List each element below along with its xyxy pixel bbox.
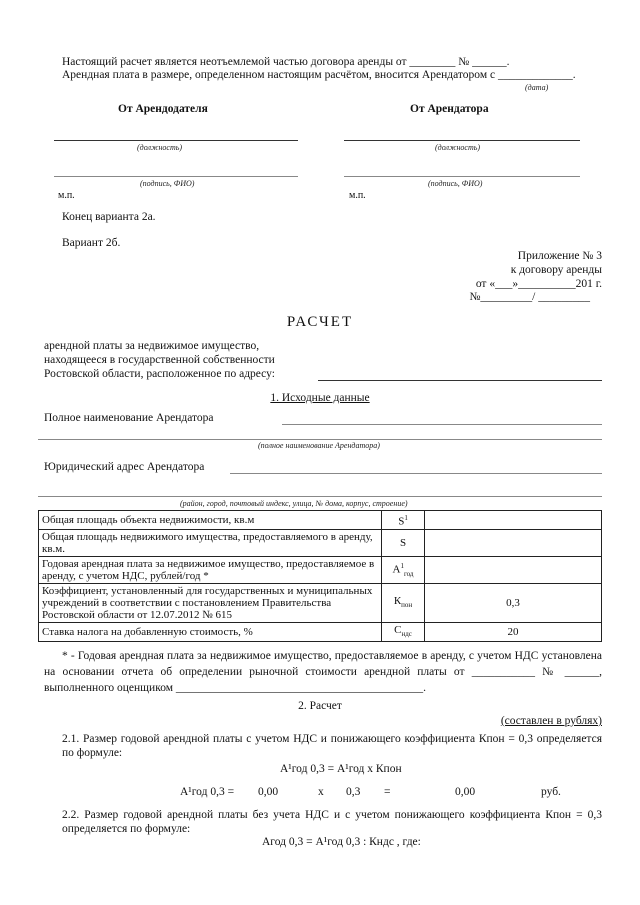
landlord-stamp: м.п. bbox=[58, 190, 75, 201]
tenant-name-label: Полное наименование Арендатора bbox=[44, 412, 214, 424]
calc-equals: = bbox=[384, 786, 391, 798]
landlord-sign-caption: (подпись, ФИО) bbox=[140, 179, 195, 188]
calc-result: 0,00 bbox=[455, 786, 476, 798]
variant-end-2a: Конец варианта 2а. bbox=[62, 211, 156, 223]
tenant-name-caption: (полное наименование Арендатора) bbox=[258, 441, 380, 450]
formula-2-2: Агод 0,3 = А¹год 0,3 : Кндс , где: bbox=[262, 836, 421, 848]
row-symbol: $S^1$ bbox=[382, 511, 425, 530]
row-label: Общая площадь объекта недвижимости, кв.м bbox=[39, 511, 382, 530]
row-label: Годовая арендная плата за недвижимое имущество, предоставляемое в аренду, с учетом НДС, рублей/год * bbox=[39, 556, 382, 583]
subject-line-2: находящееся в государственной собственности bbox=[44, 354, 275, 366]
tenant-title: От Арендатора bbox=[410, 103, 489, 115]
row-value bbox=[425, 529, 602, 556]
tenant-sign-line bbox=[344, 176, 580, 177]
appendix-line-1: Приложение № 3 bbox=[517, 250, 602, 262]
formula-2-1: А¹год 0,3 = А¹год х Кпон bbox=[280, 763, 402, 775]
table-row bbox=[39, 529, 602, 556]
calc-a-value: 0,00 bbox=[258, 786, 279, 798]
calc-lhs: А¹год 0,3 = bbox=[180, 786, 235, 798]
table-row bbox=[39, 556, 602, 583]
tenant-position-line bbox=[344, 140, 580, 141]
document-title: РАСЧЕТ bbox=[286, 314, 354, 330]
row-symbol: $С_{ндс}$ bbox=[382, 622, 425, 641]
landlord-sign-line bbox=[54, 176, 298, 177]
tenant-stamp: м.п. bbox=[349, 190, 366, 201]
paragraph-2-2: 2.2. Размер годовой арендной платы без учета НДС и с учетом понижающего коэффициента Кпон = 0,3 определяется по формуле: bbox=[62, 809, 602, 835]
source-data-table bbox=[38, 510, 602, 642]
calc-multiply: х bbox=[318, 786, 324, 798]
address-caption: (район, город, почтовый индекс, улица, № дома, корпус, строение) bbox=[180, 499, 408, 508]
tenant-name-line-1 bbox=[282, 424, 602, 425]
subject-line-1: арендной платы за недвижимое имущество, bbox=[44, 340, 260, 352]
table-row bbox=[39, 511, 602, 530]
row-value: 20 bbox=[425, 622, 602, 641]
appendix-line-2: к договору аренды bbox=[510, 264, 602, 276]
section2-heading: 2. Расчет bbox=[298, 700, 342, 712]
date-caption: (дата) bbox=[525, 83, 549, 92]
tenant-position-caption: (должность) bbox=[435, 143, 481, 152]
row-label: Ставка налога на добавленную стоимость, % bbox=[39, 622, 382, 641]
table-row bbox=[39, 583, 602, 622]
legal-address-line-1 bbox=[230, 473, 602, 474]
legal-address-label: Юридический адрес Арендатора bbox=[44, 461, 205, 473]
table-row bbox=[39, 622, 602, 641]
row-symbol: S bbox=[382, 529, 425, 556]
paragraph-2-1: 2.1. Размер годовой арендной платы с учетом НДС и понижающего коэффициента Кпон = 0,3 определяется по формуле: bbox=[62, 733, 602, 759]
footnote: * - Годовая арендная плата за недвижимое имущество, предоставляемое в аренду, с учетом НДС установлена на основании отчета об определении рыночной стоимости арендной платы от ___________ № ______, выполненного оценщиком ___________________________________________. bbox=[44, 650, 602, 694]
tenant-sign-caption: (подпись, ФИО) bbox=[428, 179, 483, 188]
subject-line-3: Ростовской области, расположенное по адресу: bbox=[44, 368, 275, 380]
row-label: Общая площадь недвижимого имущества, предоставляемого в аренду, кв.м. bbox=[39, 529, 382, 556]
row-value bbox=[425, 511, 602, 530]
row-symbol: $А^1_{год}$ bbox=[382, 556, 425, 583]
landlord-position-caption: (должность) bbox=[137, 143, 183, 152]
units-note: (составлен в рублях) bbox=[500, 715, 602, 727]
row-value: 0,3 bbox=[425, 583, 602, 622]
intro-line-1: Настоящий расчет является неотъемлемой частью договора аренды от ________ № ______. bbox=[62, 56, 510, 68]
section1-heading: 1. Исходные данные bbox=[270, 392, 370, 404]
legal-address-line-2 bbox=[38, 496, 602, 497]
landlord-position-line bbox=[54, 140, 298, 141]
intro-line-2: Арендная плата в размере, определенном настоящим расчётом, вносится Арендатором с _____________. bbox=[62, 69, 576, 81]
calc-k-value: 0,3 bbox=[346, 786, 361, 798]
appendix-line-4: №_________/ _________ bbox=[469, 291, 590, 303]
row-label: Коэффициент, установленный для государственных и муниципальных учреждений в соответствии с постановлением Правительства Ростовской области от 12.07.2012 № 615 bbox=[39, 583, 382, 622]
tenant-name-line-2 bbox=[38, 439, 602, 440]
landlord-title: От Арендодателя bbox=[118, 103, 208, 115]
variant-start-2b: Вариант 2б. bbox=[62, 237, 121, 249]
appendix-line-3: от «___»__________201 г. bbox=[475, 278, 602, 290]
row-symbol: $К_{пон}$ bbox=[382, 583, 425, 622]
address-line bbox=[318, 380, 602, 381]
row-value bbox=[425, 556, 602, 583]
calc-unit: руб. bbox=[541, 786, 561, 798]
